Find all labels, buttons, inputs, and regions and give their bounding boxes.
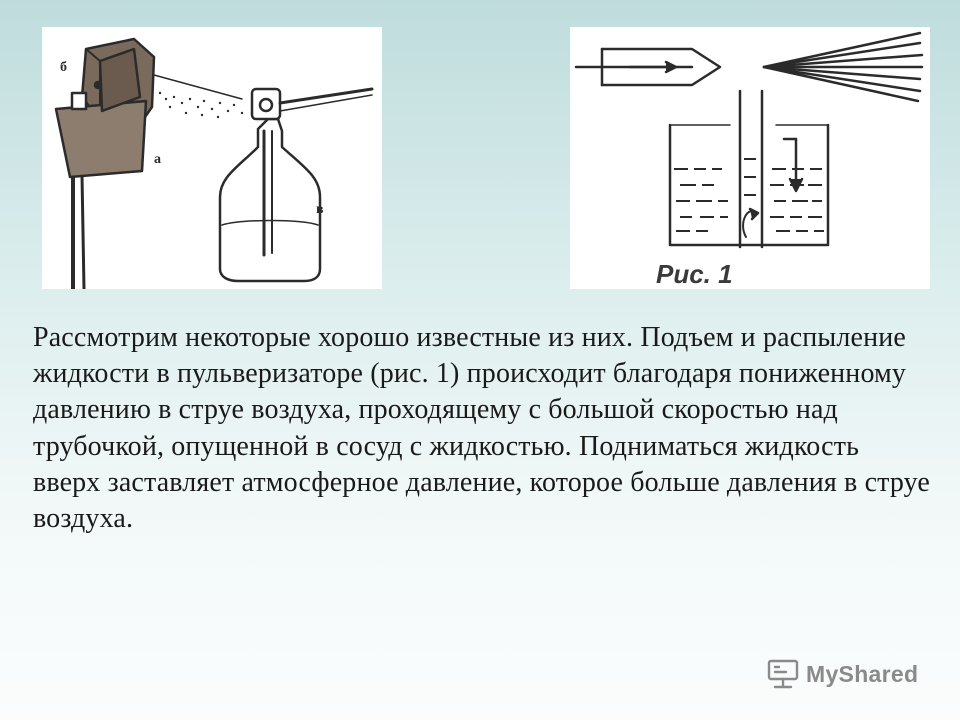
label-a: а — [154, 152, 161, 167]
label-b: б — [60, 60, 67, 75]
watermark-text: MyShared — [806, 660, 919, 687]
label-v: в — [316, 202, 324, 217]
myshared-watermark — [766, 655, 936, 693]
projector-screen-icon — [766, 658, 800, 690]
atomizer-figure — [42, 27, 382, 289]
atomizer-drawing — [42, 27, 382, 289]
figure-caption: Рис. 1 — [656, 259, 733, 289]
airflow-schematic-figure — [570, 27, 930, 289]
airflow-schematic-drawing — [570, 27, 930, 289]
body-paragraph: Рассмотрим некоторые хорошо известные из них. Подъем и распыление жидкости в пульверизаторе (рис. 1) происходит благодаря пониженному давлению в струе воздуха, проходящему с большой скоростью над трубочкой, опущенной в сосуд с жидкостью. Подниматься жидкость вверх заставляет атмосферное давление, которое больше давления в струе воздуха. — [33, 322, 931, 535]
